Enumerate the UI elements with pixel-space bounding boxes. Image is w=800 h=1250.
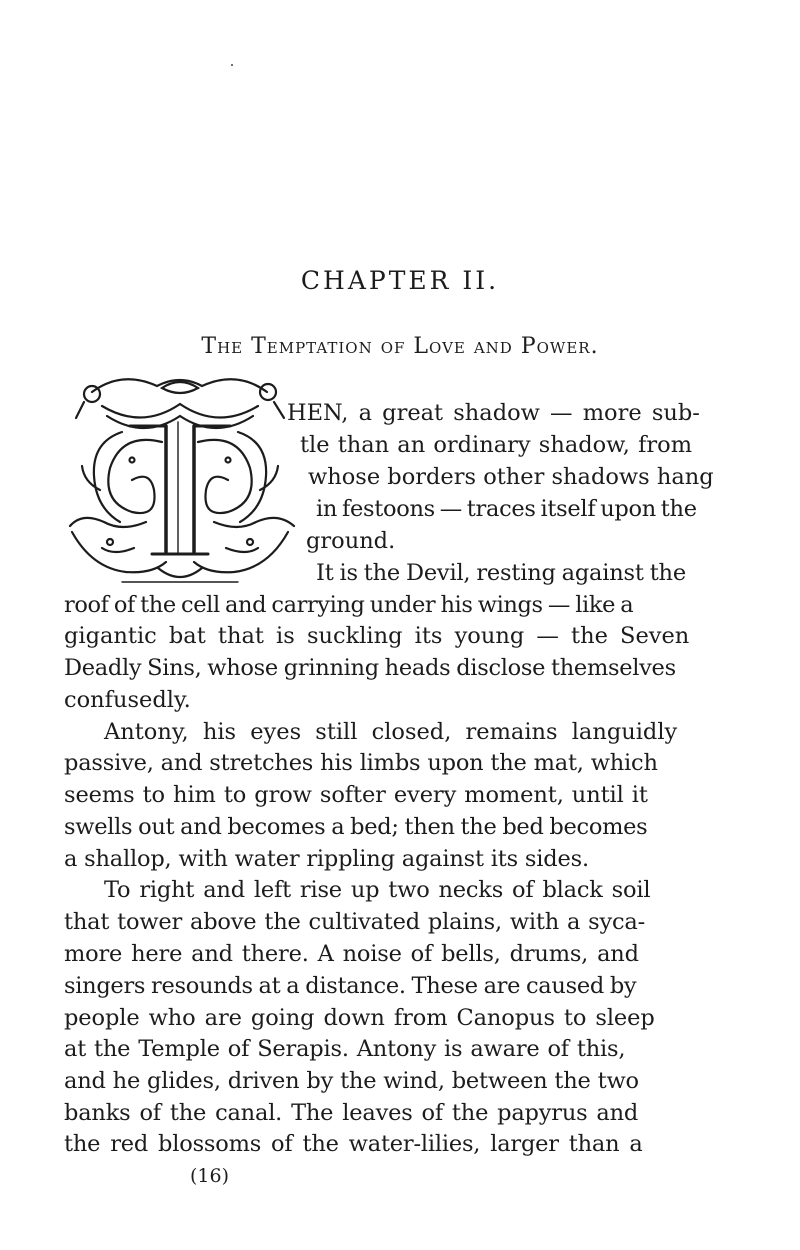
text-line: Antony, his eyes still closed, remains languidly (104, 719, 678, 745)
text-line: ground. (306, 528, 396, 554)
text-line: tle than an ordinary shadow, from (300, 432, 693, 458)
text-line: gigantic bat that is suckling its young — the Seven (64, 623, 690, 649)
page-number: (16) (190, 1165, 230, 1187)
decorated-initial (62, 372, 298, 590)
text-line: seems to him to grow softer every moment, until it (64, 782, 648, 808)
text-line: whose borders other shadows hang (308, 464, 714, 490)
text-line: singers resounds at a distance. These are caused by (64, 973, 637, 999)
text-line: confusedly. (64, 687, 191, 713)
text-line: HEN, a great shadow — more sub- (287, 400, 700, 426)
chapter-subtitle: The Temptation of Love and Power. (201, 334, 599, 359)
text-line: roof of the cell and carrying under his wings — like a (64, 592, 634, 618)
text-line: To right and left rise up two necks of black soil (104, 877, 651, 903)
text-line: people who are going down from Canopus to sleep (64, 1005, 655, 1031)
text-line: more here and there. A noise of bells, drums, and (64, 941, 639, 967)
text-line: swells out and becomes a bed; then the bed becomes (64, 814, 648, 840)
text-line: the red blossoms of the water-lilies, larger than a (64, 1131, 643, 1157)
text-line: passive, and stretches his limbs upon the mat, which (64, 750, 658, 776)
text-line: It is the Devil, resting against the (316, 560, 686, 586)
ink-speck (231, 64, 233, 66)
text-line: Deadly Sins, whose grinning heads disclose themselves (64, 655, 676, 681)
text-line: a shallop, with water rippling against its sides. (64, 846, 589, 872)
text-line: at the Temple of Serapis. Antony is aware of this, (64, 1036, 626, 1062)
chapter-heading: CHAPTER II. (300, 266, 500, 295)
text-line: in festoons — traces itself upon the (316, 496, 697, 522)
text-line: banks of the canal. The leaves of the papyrus and (64, 1100, 639, 1126)
text-line: and he glides, driven by the wind, between the two (64, 1068, 639, 1094)
text-line: that tower above the cultivated plains, with a syca- (64, 909, 646, 935)
